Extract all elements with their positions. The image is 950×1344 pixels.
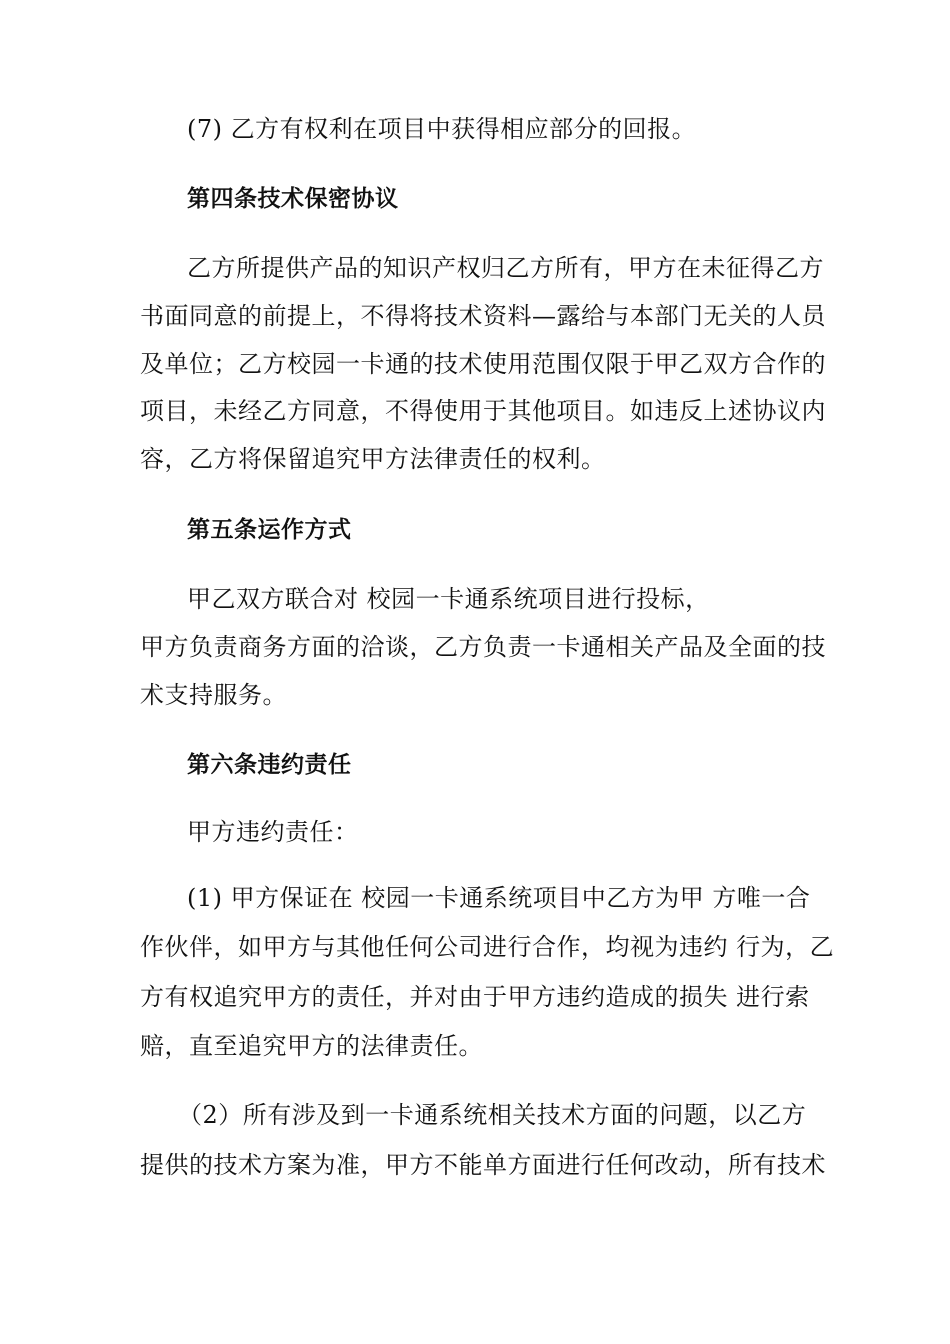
section-6-item-2-line: 提供的技术方案为准，甲方不能单方面进行任何改动，所有技术 [140,1151,826,1179]
section-6-item-1-line: 赔，直至追究甲方的法律责任。 [140,1032,483,1060]
section-6-item-1-line: 作伙伴，如甲方与其他任何公司进行合作，均视为违约 行为，乙 [140,933,835,961]
section-4-line: 容，乙方将保留追究甲方法律责任的权利。 [140,445,606,473]
section-5-line: 甲乙双方联合对 校园一卡通系统项目进行投标， [187,585,710,613]
section-4-line: 项目，未经乙方同意，不得使用于其他项目。如违反上述协议内 [140,397,826,425]
section-4-heading: 第四条技术保密协议 [187,186,399,212]
section-4-line: 书面同意的前提上，不得将技术资料—露给与本部门无关的人员 [140,302,826,330]
section-5-line: 术支持服务。 [140,681,287,709]
section-6-item-1-line: 方有权追究甲方的责任，并对由于甲方违约造成的损失 进行索 [140,983,810,1011]
section-6-item-1-line: (1) 甲方保证在 校园一卡通系统项目中乙方为甲 方唯一合 [187,884,811,912]
section-5-line: 甲方负责商务方面的洽谈，乙方负责一卡通相关产品及全面的技 [140,633,826,661]
section-4-line: 乙方所提供产品的知识产权归乙方所有，甲方在未征得乙方 [187,254,824,282]
section-6-heading: 第六条违约责任 [187,752,352,778]
section-4-line: 及单位；乙方校园一卡通的技术使用范围仅限于甲乙双方合作的 [140,350,826,378]
section-5-heading: 第五条运作方式 [187,517,352,543]
item-7-text: (7) 乙方有权利在项目中获得相应部分的回报。 [187,115,697,143]
section-6-intro: 甲方违约责任： [187,818,359,846]
section-6-item-2-line: （2）所有涉及到一卡通系统相关技术方面的问题，以乙方 [178,1101,807,1129]
